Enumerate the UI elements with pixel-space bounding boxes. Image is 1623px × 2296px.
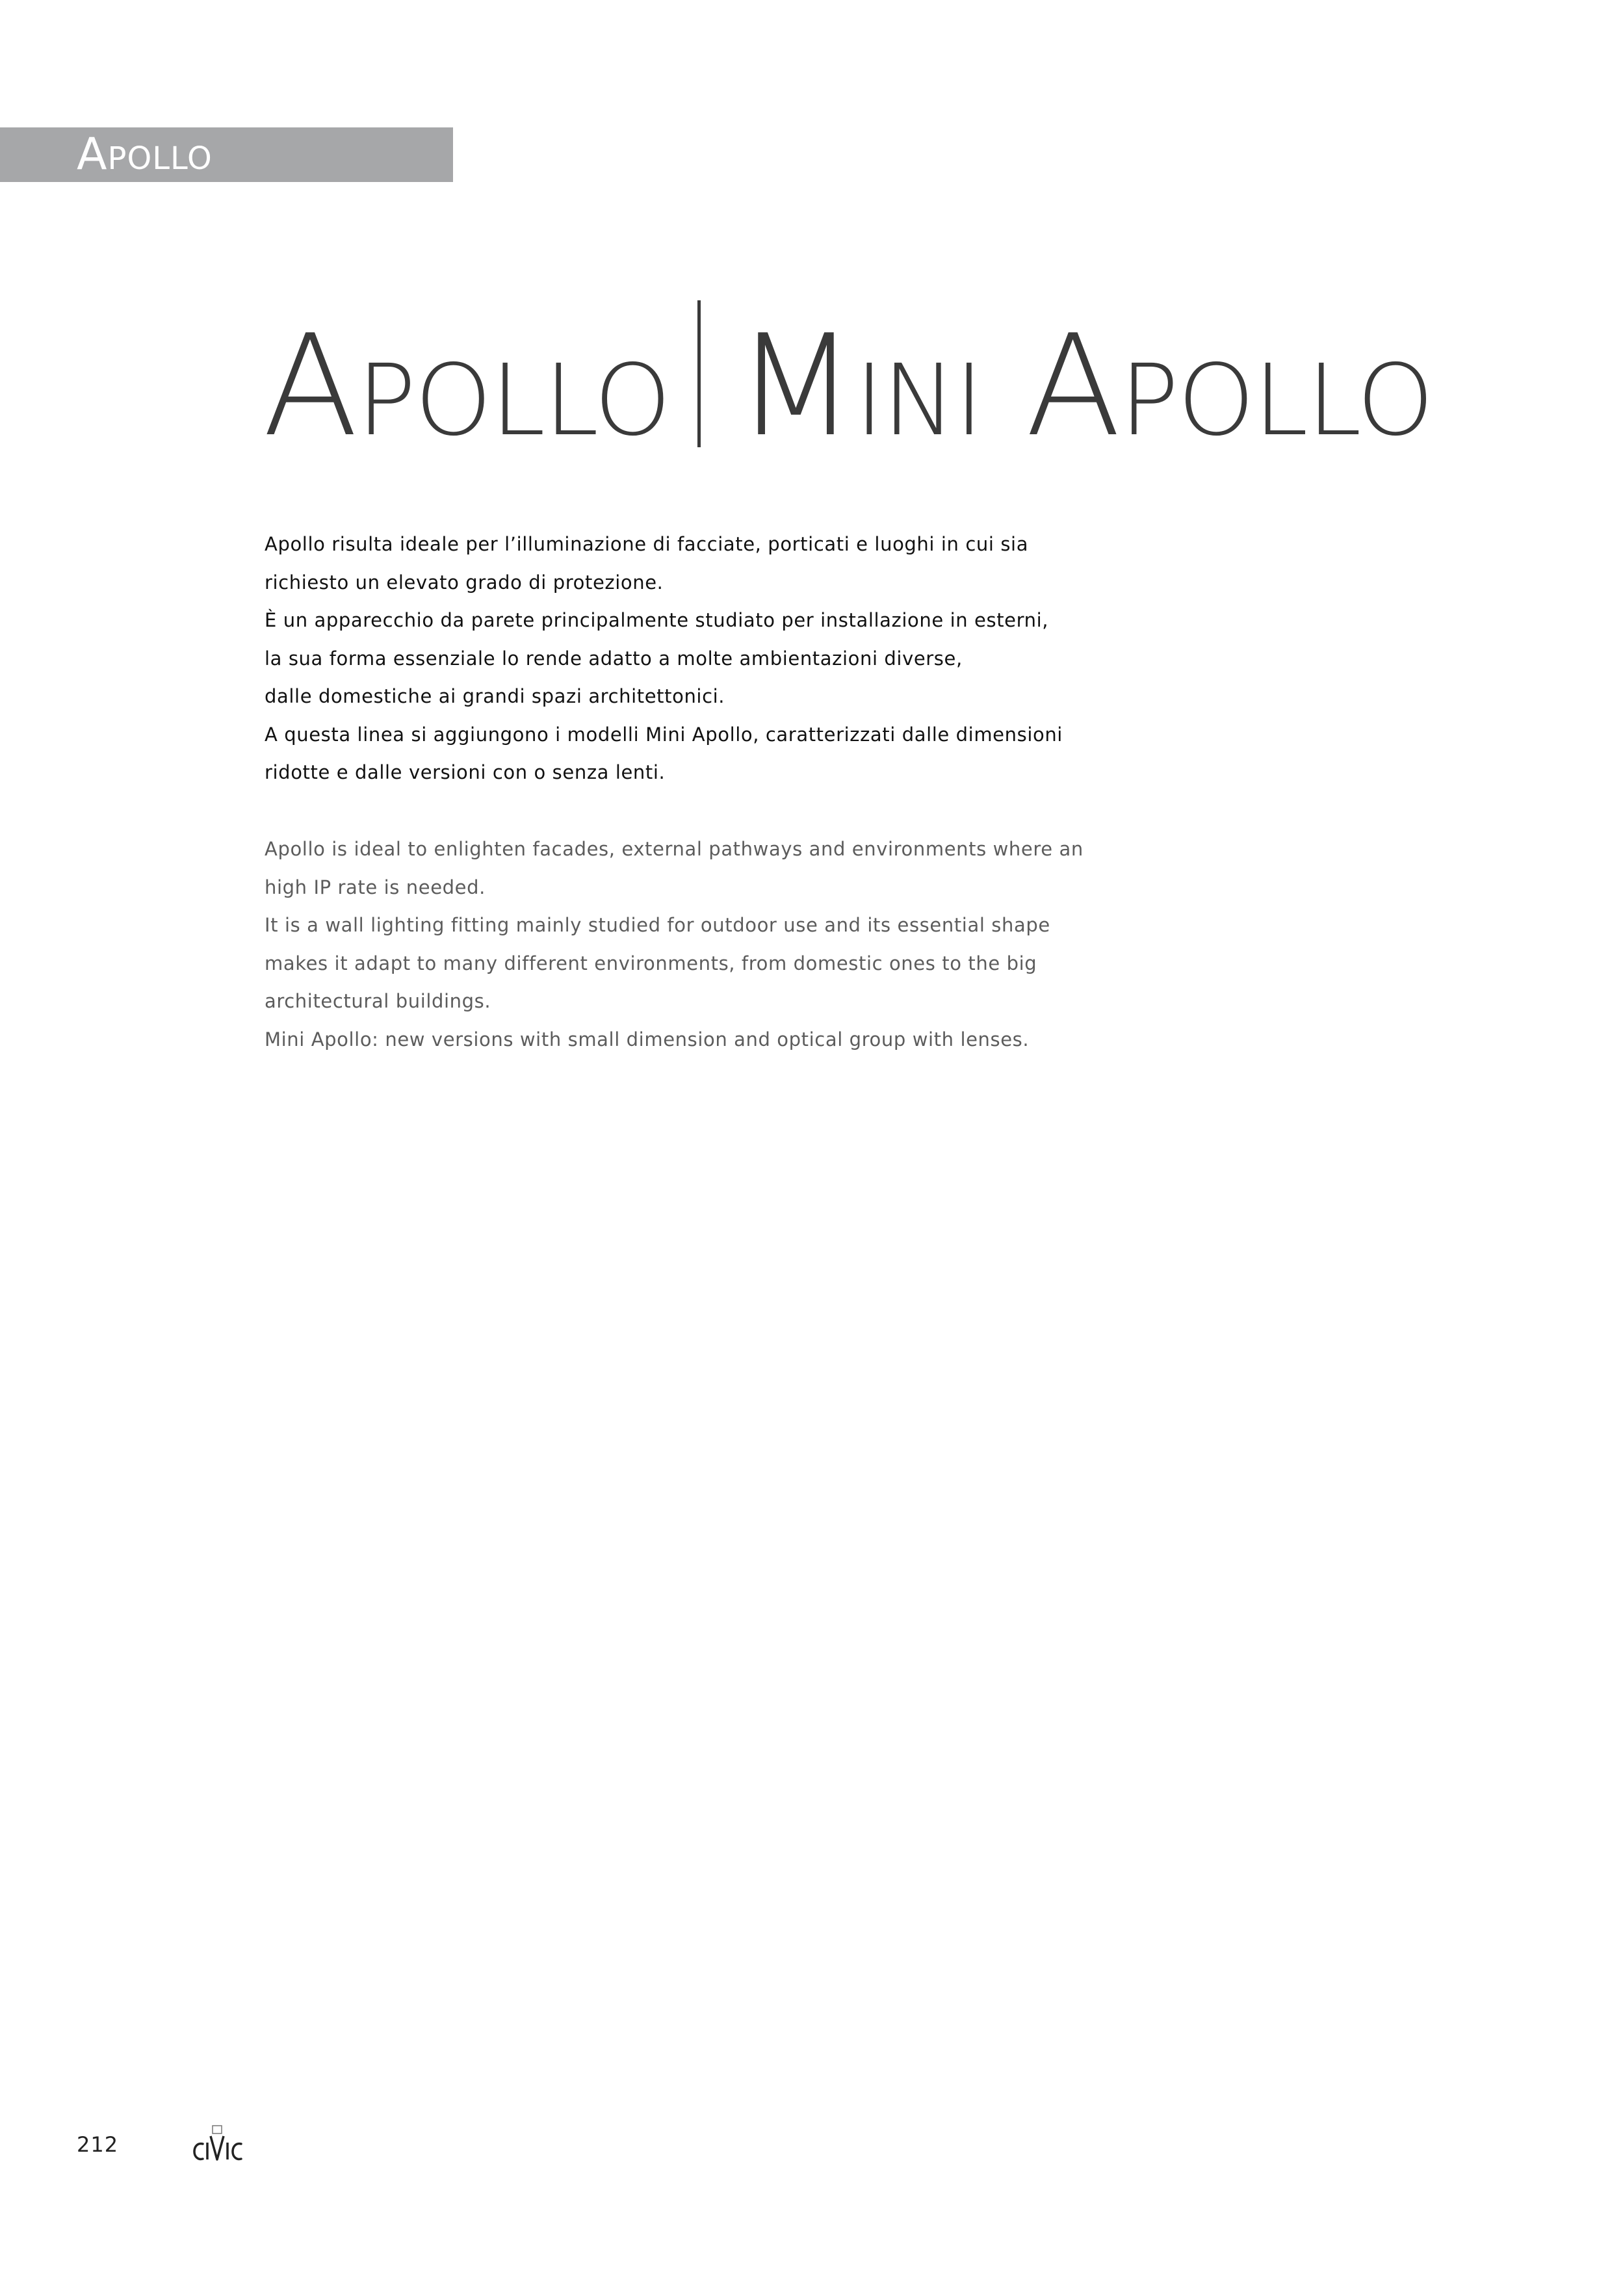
section-tab-label: Apollo: [77, 129, 213, 180]
italian-line: ridotte e dalle versioni con o senza lenti.: [265, 761, 666, 783]
italian-line: Apollo risulta ideale per l’illuminazione di facciate, porticati e luoghi in cui sia: [265, 533, 1029, 555]
italian-line: dalle domestiche ai grandi spazi architettonici.: [265, 685, 725, 707]
english-line: Mini Apollo: new versions with small dimension and optical group with lenses.: [265, 1028, 1030, 1050]
italian-line: A questa linea si aggiungono i modelli Mini Apollo, caratterizzati dalle dimensioni: [265, 723, 1063, 746]
civic-logo-icon: [192, 2124, 244, 2162]
section-tab: [0, 127, 453, 182]
english-line: It is a wall lighting fitting mainly studied for outdoor use and its essential shape: [265, 914, 1050, 936]
italian-line: È un apparecchio da parete principalmente studiato per installazione in esterni,: [265, 609, 1049, 631]
english-line: Apollo is ideal to enlighten facades, external pathways and environments where an: [265, 838, 1084, 860]
title-mini-apollo: Mini Apollo: [735, 304, 1433, 467]
page-number: 212: [77, 2132, 119, 2157]
italian-line: richiesto un elevato grado di protezione.: [265, 571, 664, 594]
title-apollo: Apollo: [263, 304, 670, 467]
title-separator: [697, 300, 701, 447]
italian-line: la sua forma essenziale lo rende adatto a molte ambientazioni diverse,: [265, 647, 963, 670]
description-english: [265, 830, 1110, 1058]
english-line: architectural buildings.: [265, 990, 491, 1012]
page-title: [263, 300, 1433, 467]
english-line: makes it adapt to many different environments, from domestic ones to the big: [265, 952, 1037, 974]
description-italian: [265, 525, 1110, 792]
english-line: high IP rate is needed.: [265, 876, 486, 898]
